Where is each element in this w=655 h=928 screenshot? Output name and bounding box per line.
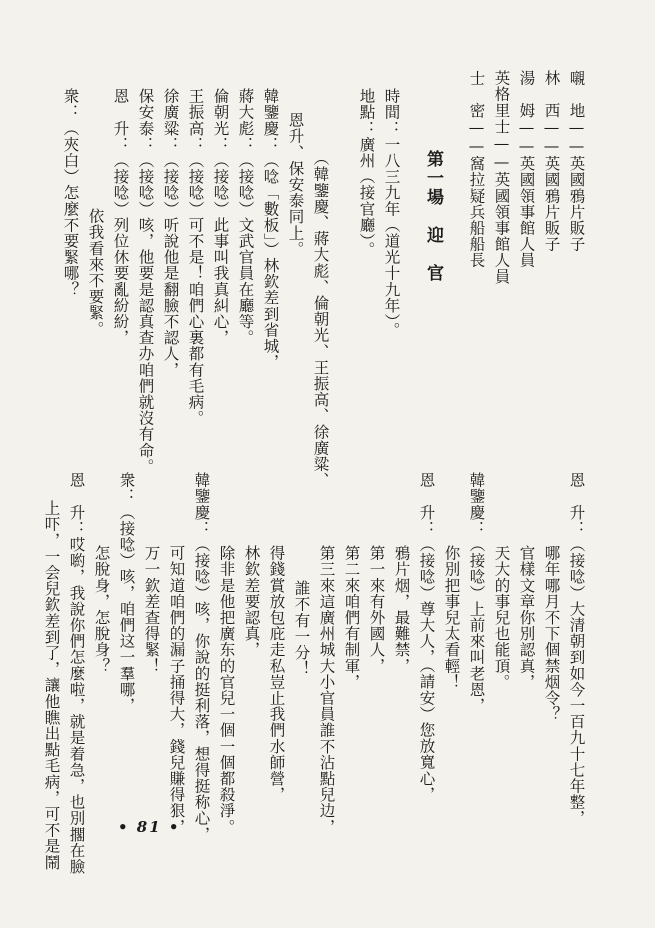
dialogue-line: 鴉片烟，最難禁， <box>392 545 411 674</box>
dialogue-line: 衆：（夾白）怎麼不要緊哪？ <box>61 88 80 298</box>
dialogue-line: 王振高：（接唸）可不是！咱們心裏都有毛病。 <box>186 88 205 427</box>
cast-line: 嚫 地——英國鴉片販子 <box>567 70 586 253</box>
cast-line: 湯 姆——英國領事館人員 <box>517 70 536 269</box>
dialogue-line: 保安泰：（接唸）咳，他要是認真查办咱們就沒有命。 <box>136 88 155 475</box>
dialogue-line: 第二來咱們有制軍， <box>342 545 361 690</box>
dialogue-line: 官樣文章你別認真， <box>517 545 536 690</box>
scene-time: 時間：一八三九年（道光十九年）。 <box>382 88 401 338</box>
dialogue-line: 衆：（接唸）咳，咱們这一羣哪， <box>117 472 136 714</box>
scene-heading: 第一場 迎 官 <box>423 150 443 283</box>
cast-line: 士 密——窩拉疑兵船船長 <box>467 70 486 269</box>
dialogue-line: 第一來有外國人， <box>367 545 386 674</box>
stage-direction: 恩升、保安泰同上。 <box>286 112 305 257</box>
dialogue-line: 韓鑒慶：（唸「數板」）林欽差到省城， <box>261 88 280 371</box>
dialogue-line: 天大的事兒也能頂。 <box>492 545 511 690</box>
dialogue-line: 恩 升：（接唸）大清朝到如今一百九十七年整， <box>567 472 586 827</box>
dialogue-line: 恩 升：哎喲，我說你們怎麼啦，就是着急，也別擱在臉 <box>67 472 86 875</box>
dialogue-line: 林欽差要認真， <box>242 545 261 658</box>
dialogue-line: 你別把事兒太看輕！ <box>442 545 461 690</box>
cast-line: 林 西——英國鴉片販子 <box>542 70 561 253</box>
dialogue-line: 倫朝光：（接唸）此事叫我真糾心， <box>211 88 230 346</box>
stage-direction: （韓鑒慶、蔣大彪、倫朝光、王振高、徐廣粱、 <box>311 150 330 489</box>
dialogue-line: 徐廣粱：（接唸）听說他是翻臉不認人， <box>161 88 180 378</box>
dialogue-line: 蔣大彪：（接唸）文武官員在廳等。 <box>236 88 255 346</box>
dialogue-line: 可知道咱們的漏子捅得大，錢兒賺得狠， <box>167 545 186 835</box>
dialogue-line: 韓鑒慶：（接唸）咳，你說的挺利落，想得挺称心， <box>192 472 211 843</box>
dialogue-line: 韓鑒慶：（接唸）上前來叫老恩， <box>467 472 486 714</box>
dialogue-line: 恩 升：（接唸）列位休要亂紛紛， <box>111 88 130 346</box>
dialogue-line: 怎脫身，怎脫身？ <box>92 545 111 674</box>
page-number: • 81 • <box>118 818 181 836</box>
dialogue-line: 万一欽差查得緊！ <box>142 545 161 674</box>
dialogue-line: 得錢賞放包庇走私豈止我們水師營， <box>267 545 286 803</box>
dialogue-line: 上吓，一会兒欽差到了，讓他瞧出點毛病，可不是鬧 <box>42 500 61 871</box>
cast-line: 英格里士——英國領事館人員 <box>492 70 511 285</box>
scene-place: 地點：廣州（接官廳）。 <box>357 88 376 258</box>
dialogue-line: 依我看來不要緊。 <box>86 208 105 337</box>
dialogue-line: 誰不有一分！ <box>292 580 311 677</box>
dialogue-line: 除非是他把廣东的官兒一個一個都殺淨。 <box>217 545 236 835</box>
dialogue-line: 哪年哪月不下個禁烟令？ <box>542 545 561 723</box>
dialogue-line: 恩 升：（接唸）尊大人，（請安）您放寬心， <box>417 472 436 803</box>
dialogue-line: 第三來這廣州城大小官員誰不沾點兒边， <box>317 545 336 835</box>
